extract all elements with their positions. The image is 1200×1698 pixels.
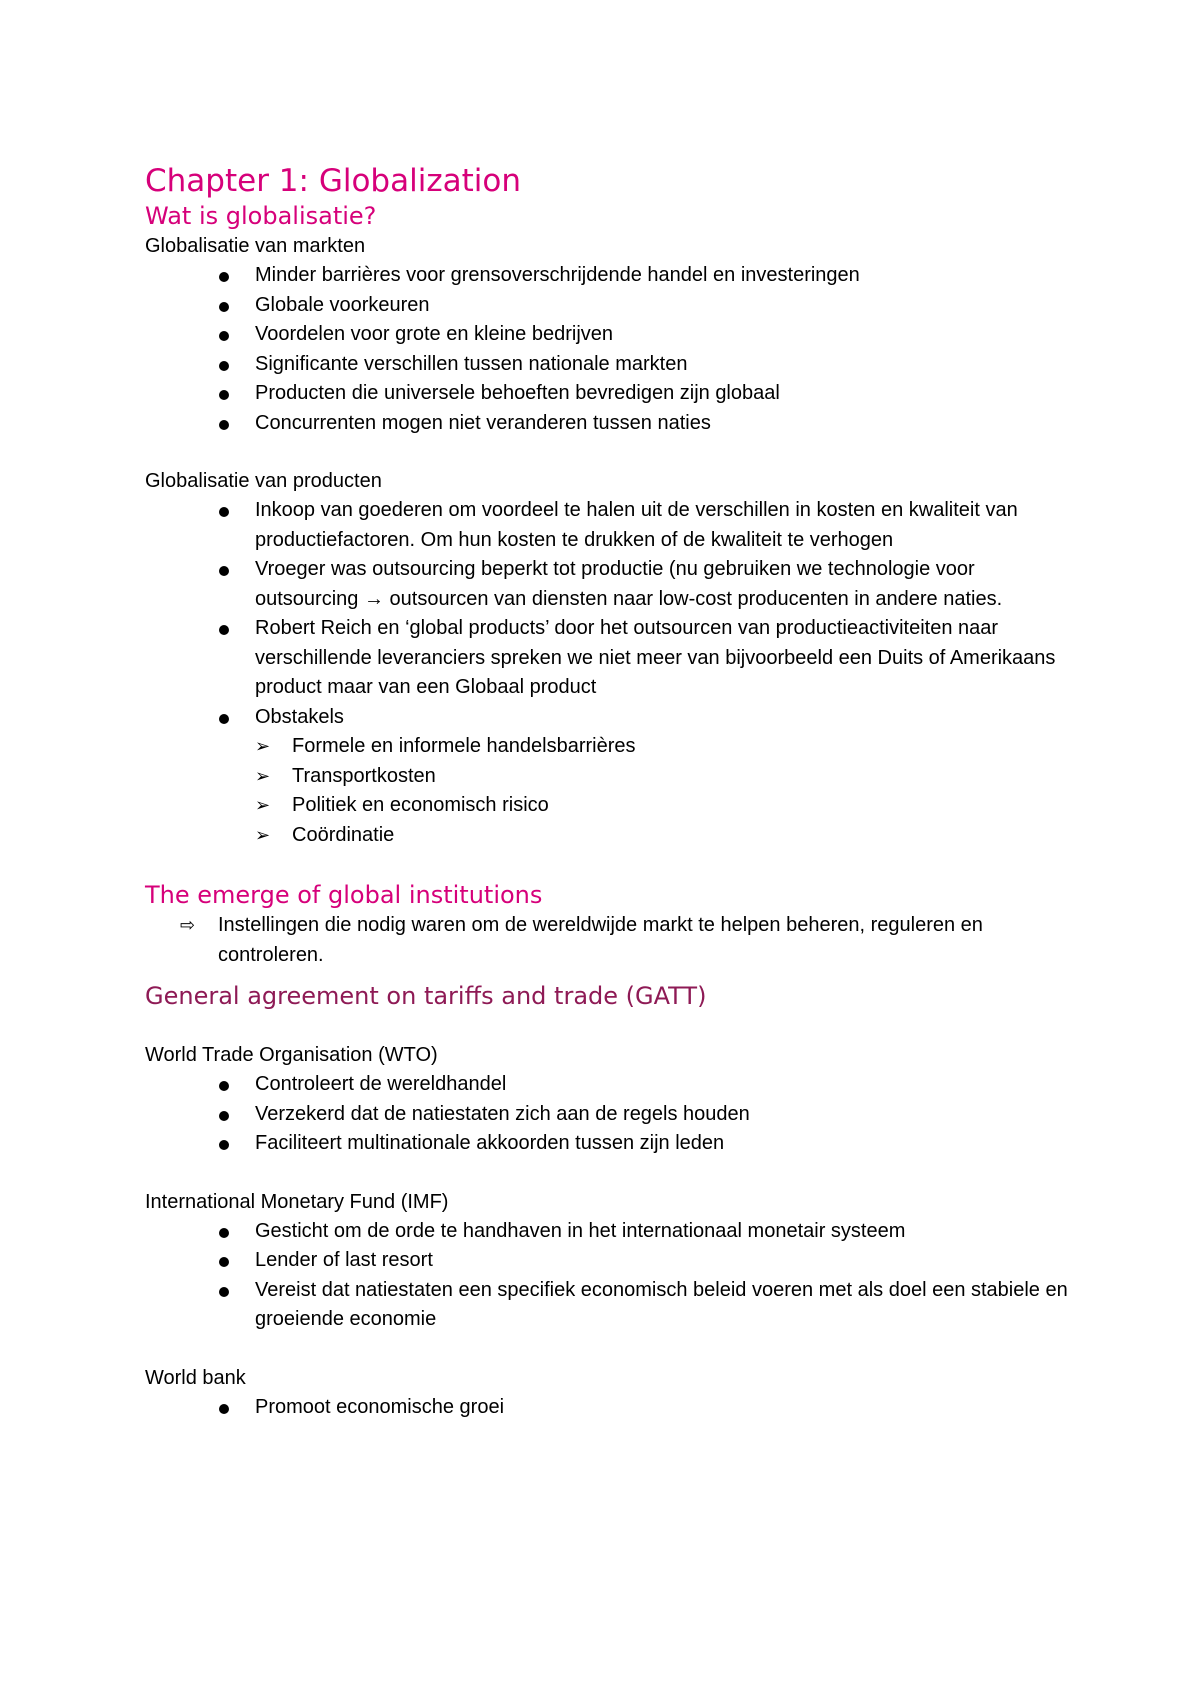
bullet-icon <box>219 331 229 341</box>
list-item <box>145 379 1075 409</box>
bullet-icon <box>219 566 229 576</box>
list-item <box>145 703 1075 851</box>
list-item <box>145 1246 1075 1276</box>
markets-list <box>145 261 1075 438</box>
list-item-text: Robert Reich en ‘global products’ door het outsourcen van productieactiviteiten naar verschillende leveranciers spreken we niet meer van bijvoorbeeld een Duits of Amerikaans product maar van een Globaal product <box>255 617 1056 698</box>
institutions-note <box>145 911 1075 970</box>
list-item-text: Vroeger was outsourcing beperkt tot productie (nu gebruiken we technologie voor outsourcing → outsourcen van diensten naar low-cost producenten in andere naties. <box>255 558 1003 610</box>
hollow-arrow-icon: ⇨ <box>180 915 196 935</box>
bullet-icon <box>219 1404 229 1414</box>
arrowhead-bullet-icon: ➢ <box>255 736 271 756</box>
bullet-icon <box>219 420 229 430</box>
section-heading-institutions: The emerge of global institutions <box>145 881 543 909</box>
wto-label: World Trade Organisation (WTO) <box>145 1044 438 1066</box>
markets-label: Globalisatie van markten <box>145 235 366 257</box>
institutions-note-text: Instellingen die nodig waren om de wereldwijde markt te helpen beheren, reguleren en controleren. <box>218 914 983 966</box>
list-item <box>145 291 1075 321</box>
list-item <box>145 555 1075 614</box>
bullet-icon <box>219 302 229 312</box>
products-list <box>145 496 1075 850</box>
list-item <box>145 1129 1075 1159</box>
list-item-text: Globale voorkeuren <box>255 293 430 316</box>
sub-list-item <box>255 821 1075 851</box>
bullet-icon <box>219 361 229 371</box>
list-item-text: Minder barrières voor grensoverschrijdende handel en investeringen <box>255 264 860 286</box>
list-item <box>145 1100 1075 1130</box>
list-item-text: Verzekerd dat de natiestaten zich aan de regels houden <box>255 1102 750 1125</box>
arrowhead-bullet-icon: ➢ <box>255 824 271 845</box>
section-heading-what: Wat is globalisatie? <box>145 202 377 230</box>
list-item-text: Promoot economische groei <box>255 1395 505 1418</box>
list-item <box>145 409 1075 439</box>
products-label: Globalisatie van producten <box>145 470 382 492</box>
bullet-icon <box>219 272 229 282</box>
list-item-text: Producten die universele behoeften bevredigen zijn globaal <box>255 382 780 404</box>
chapter-title: Chapter 1: Globalization <box>145 163 521 199</box>
list-item-text: Significante verschillen tussen nationale markten <box>255 352 688 375</box>
list-item <box>145 350 1075 380</box>
sub-list-item-text: Transportkosten <box>292 764 436 787</box>
bullet-icon <box>219 714 229 724</box>
list-item <box>145 1217 1075 1247</box>
list-item-text: Inkoop van goederen om voordeel te halen uit de verschillen in kosten en kwaliteit van productiefactoren. Om hun kosten te drukken of de kwaliteit te verhogen <box>255 499 1018 551</box>
list-item-text: Vereist dat natiestaten een specifiek economisch beleid voeren met als doel een stabiele en groeiende economie <box>255 1278 1068 1330</box>
sub-list-item <box>255 762 1075 792</box>
section-heading-gatt: General agreement on tariffs and trade (GATT) <box>145 982 707 1010</box>
list-item <box>145 320 1075 350</box>
list-item-text: Gesticht om de orde te handhaven in het internationaal monetair systeem <box>255 1219 906 1242</box>
worldbank-list <box>145 1393 1075 1423</box>
sub-list-item <box>255 732 1075 762</box>
worldbank-label: World bank <box>145 1366 246 1389</box>
bullet-icon <box>219 1111 229 1121</box>
list-item-text: Controleert de wereldhandel <box>255 1073 507 1095</box>
list-item-text: Voordelen voor grote en kleine bedrijven <box>255 323 614 345</box>
list-item <box>145 1393 1075 1423</box>
bullet-icon <box>219 1140 229 1150</box>
sub-list-item-text: Formele en informele handelsbarrières <box>292 735 636 757</box>
sub-list-item-text: Politiek en economisch risico <box>292 794 549 816</box>
list-item <box>145 496 1075 555</box>
sub-list-item-text: Coördinatie <box>292 823 395 846</box>
list-item <box>145 1276 1075 1335</box>
list-item <box>145 261 1075 291</box>
bullet-icon <box>219 1287 229 1297</box>
bullet-icon <box>219 390 229 400</box>
imf-label: International Monetary Fund (IMF) <box>145 1190 449 1213</box>
arrowhead-bullet-icon: ➢ <box>255 765 271 786</box>
list-item-text: Concurrenten mogen niet veranderen tussen naties <box>255 411 711 434</box>
wto-list <box>145 1070 1075 1159</box>
bullet-icon <box>219 1228 229 1238</box>
list-item-text: Lender of last resort <box>255 1249 433 1271</box>
list-item <box>145 1070 1075 1100</box>
list-item <box>145 614 1075 703</box>
arrowhead-bullet-icon: ➢ <box>255 795 271 815</box>
bullet-icon <box>219 625 229 635</box>
bullet-icon <box>219 1081 229 1091</box>
bullet-icon <box>219 507 229 517</box>
sub-list-item <box>255 791 1075 821</box>
bullet-icon <box>219 1257 229 1267</box>
document-page <box>145 162 1075 1422</box>
list-item-text: Obstakels <box>255 705 344 728</box>
list-item-text: Faciliteert multinationale akkoorden tussen zijn leden <box>255 1132 725 1154</box>
imf-list <box>145 1217 1075 1335</box>
obstacles-list <box>255 732 1075 850</box>
